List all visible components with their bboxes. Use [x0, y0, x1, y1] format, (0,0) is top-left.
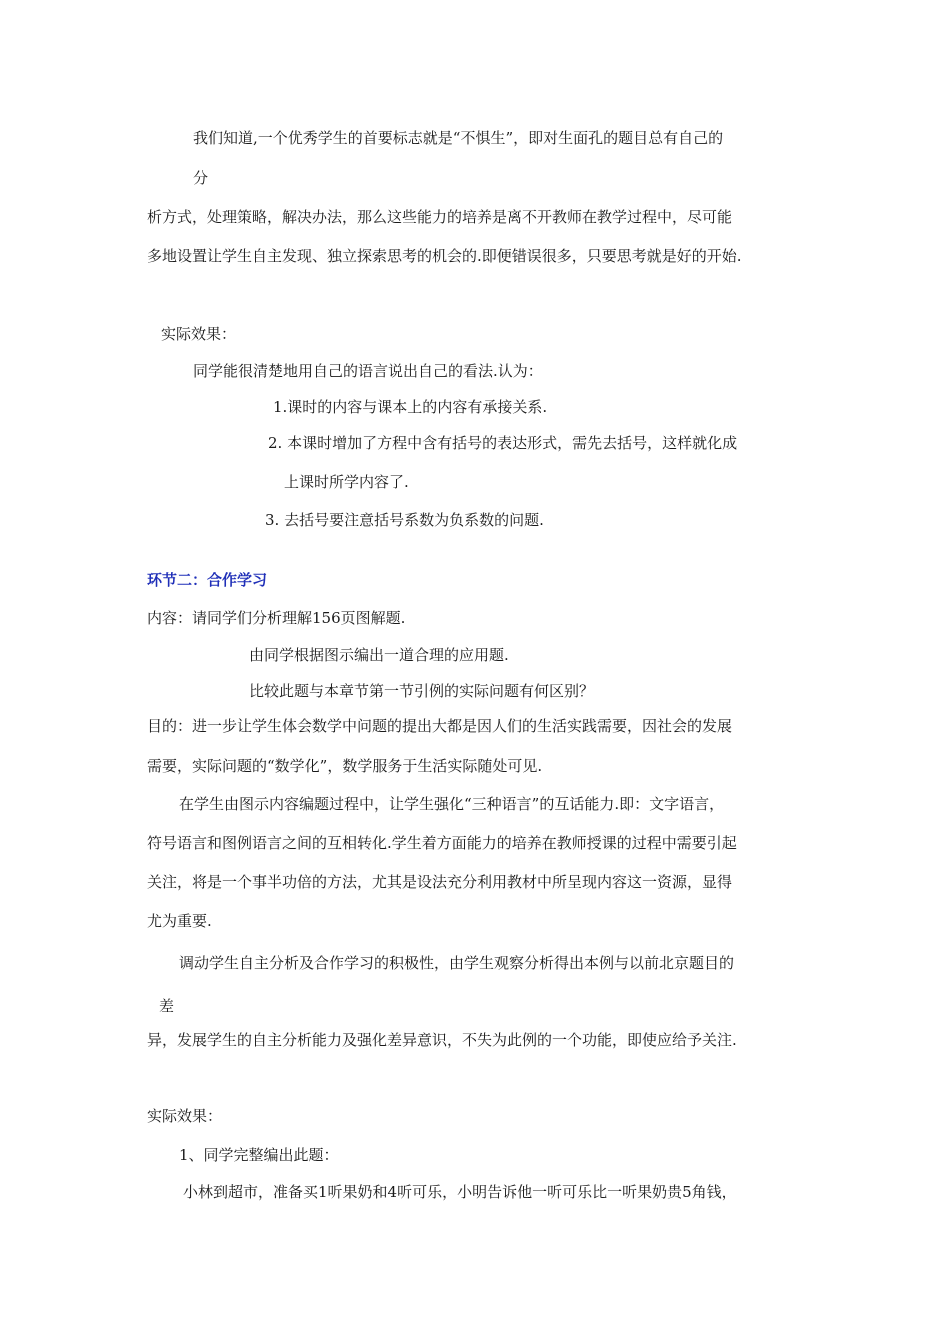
effect1-item1: 1.课时的内容与课本上的内容有承接关系.	[273, 398, 548, 416]
effect2-item1-text: 小林到超市，准备买1听果奶和4听可乐，小明告诉他一听可乐比一听果奶贵5角钱，	[183, 1183, 737, 1201]
effect1-intro: 同学能很清楚地用自己的语言说出自己的看法.认为：	[193, 362, 543, 380]
section2-content: 内容：请同学们分析理解156页图解题.	[147, 609, 406, 627]
section2-para3-3: 异，发展学生的自主分析能力及强化差异意识，不失为此例的一个功能，即使应给予关注.	[147, 1031, 737, 1049]
section2-content3: 比较此题与本章节第一节引例的实际问题有何区别？	[249, 682, 595, 700]
section2-purpose1: 目的：进一步让学生体会数学中问题的提出大都是因人们的生活实践需要，因社会的发展	[147, 717, 733, 735]
effect2-item1: 1、同学完整编出此题：	[179, 1146, 339, 1164]
section2-content2: 由同学根据图示编出一道合理的应用题.	[249, 646, 509, 664]
effect1-item3: 3. 去括号要注意括号系数为负系数的问题.	[265, 511, 544, 529]
paragraph1-line2: 分	[193, 169, 209, 187]
effect1-item2: 2. 本课时增加了方程中含有括号的表达形式，需先去括号，这样就化成	[268, 434, 738, 452]
section2-para2-2: 符号语言和图例语言之间的互相转化.学生着方面能力的培养在教师授课的过程中需要引起	[147, 834, 737, 852]
section2-para3-1: 调动学生自主分析及合作学习的积极性，由学生观察分析得出本例与以前北京题目的	[179, 954, 735, 972]
section2-purpose2: 需要，实际问题的“数学化”，数学服务于生活实际随处可见.	[147, 757, 543, 775]
section2-para2-1: 在学生由图示内容编题过程中，让学生强化“三种语言”的互话能力.即：文字语言，	[179, 795, 725, 813]
paragraph1-line4: 多地设置让学生自主发现、独立探索思考的机会的.即便错误很多，只要思考就是好的开始.	[147, 247, 742, 265]
effect1-label: 实际效果：	[161, 325, 237, 343]
section2-para2-4: 尤为重要.	[147, 912, 212, 930]
paragraph1-line1: 我们知道,一个优秀学生的首要标志就是“不惧生”，即对生面孔的题目总有自己的	[193, 129, 724, 147]
effect1-item2-cont: 上课时所学内容了.	[284, 473, 409, 491]
section2-heading: 环节二：合作学习	[147, 571, 268, 589]
section2-para3-2: 差	[159, 997, 175, 1015]
section2-para2-3: 关注，将是一个事半功倍的方法，尤其是设法充分利用教材中所呈现内容这一资源，显得	[147, 873, 733, 891]
paragraph1-line3: 析方式，处理策略，解决办法，那么这些能力的培养是离不开教师在教学过程中，尽可能	[147, 208, 733, 226]
effect2-label: 实际效果：	[147, 1107, 223, 1125]
